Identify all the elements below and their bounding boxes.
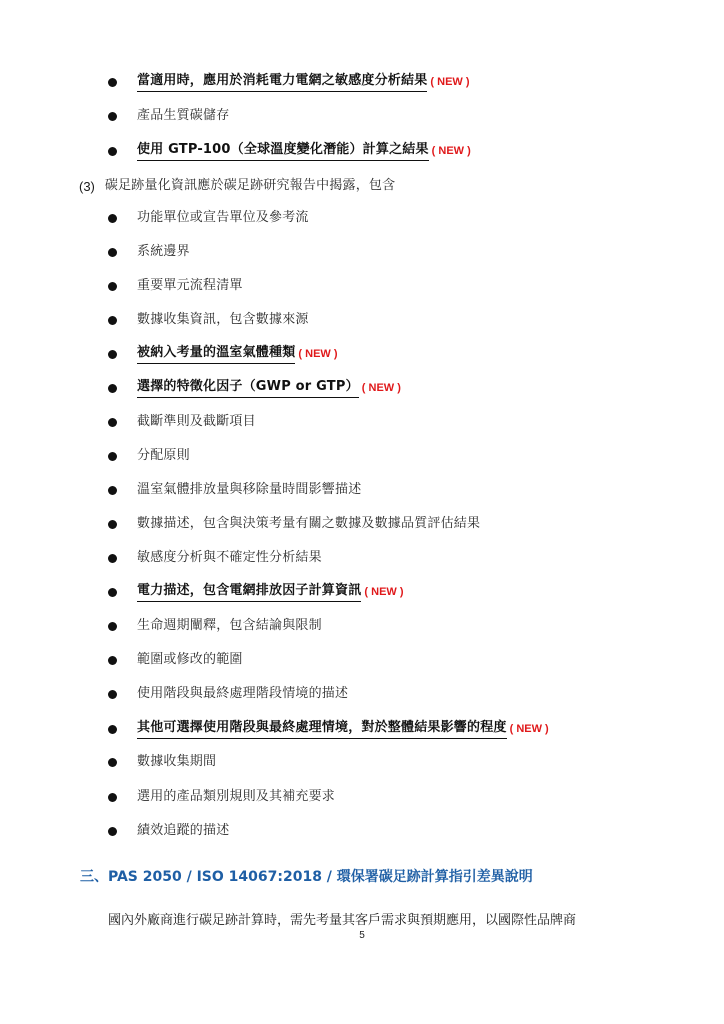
list-item-text: 使用階段與最終處理階段情境的描述 [137, 686, 349, 701]
list-item-text: 使用 GTP-100（全球溫度變化潛能）計算之結果 [137, 141, 429, 161]
item-text: 碳足跡量化資訊應於碳足跡研究報告中揭露，包含 [104, 178, 396, 193]
bullet-dot-icon [108, 622, 117, 631]
bullet-dot-icon [108, 486, 117, 495]
new-badge: ( NEW ) [431, 145, 471, 157]
section-heading: 三、PAS 2050 / ISO 14067:2018 / 環保署碳足跡計算指引差異說明 [80, 869, 533, 885]
list-item-text: 數據描述，包含與決策考量有關之數據及數據品質評估結果 [137, 516, 481, 531]
list-item-text: 敏感度分析與不確定性分析結果 [137, 550, 322, 565]
list-item-text: 生命週期闡釋，包含結論與限制 [137, 618, 322, 633]
new-badge: ( NEW ) [364, 586, 404, 598]
bullet-dot-icon [108, 384, 117, 393]
new-badge: ( NEW ) [361, 382, 401, 394]
list-item [108, 512, 480, 536]
bullet-dot-icon [108, 350, 117, 359]
list-item-text: 數據收集資訊，包含數據來源 [137, 312, 309, 327]
list-item [108, 717, 549, 741]
list-item [108, 444, 190, 468]
list-item [108, 410, 256, 434]
list-item-text: 當適用時，應用於消耗電力電網之敏感度分析結果 [137, 72, 427, 92]
list-item [108, 785, 335, 809]
list-item [108, 376, 401, 400]
list-item-text: 績效追蹤的描述 [137, 823, 230, 838]
list-item [108, 139, 471, 163]
bullet-dot-icon [108, 758, 117, 767]
list-item-text: 其他可選擇使用階段與最終處理情境，對於整體結果影響的程度 [137, 719, 507, 739]
list-item [108, 70, 470, 94]
list-item [108, 342, 338, 366]
list-item [108, 206, 309, 230]
bullet-dot-icon [108, 248, 117, 257]
list-item [108, 546, 322, 570]
new-badge: ( NEW ) [509, 723, 549, 735]
new-badge: ( NEW ) [430, 76, 470, 88]
list-item-text: 功能單位或宣告單位及參考流 [137, 210, 309, 225]
body-paragraph: 國內外廠商進行碳足跡計算時，需先考量其客戶需求與預期應用，以國際性品牌商 [108, 912, 577, 928]
bullet-dot-icon [108, 214, 117, 223]
list-item [108, 750, 216, 774]
page-number: 5 [359, 930, 365, 941]
list-item-text: 重要單元流程清單 [137, 278, 243, 293]
new-badge: ( NEW ) [298, 348, 338, 360]
item-number: (3) [79, 178, 95, 194]
bullet-dot-icon [108, 147, 117, 156]
bullet-dot-icon [108, 112, 117, 121]
list-item [108, 580, 404, 604]
list-item-text: 選擇的特徵化因子（GWP or GTP） [137, 378, 359, 398]
list-item-text: 選用的產品類別規則及其補充要求 [137, 789, 336, 804]
bullet-dot-icon [108, 690, 117, 699]
list-item [108, 308, 309, 332]
list-item-text: 被納入考量的溫室氣體種類 [137, 344, 295, 364]
bullet-dot-icon [108, 827, 117, 836]
bullet-dot-icon [108, 793, 117, 802]
list-item [108, 104, 229, 128]
list-item-text: 電力描述，包含電網排放因子計算資訊 [137, 582, 361, 602]
list-item [108, 819, 229, 843]
list-item-text: 產品生質碳儲存 [137, 108, 230, 123]
bullet-dot-icon [108, 418, 117, 427]
bullet-dot-icon [108, 656, 117, 665]
list-item [108, 648, 243, 672]
bullet-dot-icon [108, 520, 117, 529]
list-item [108, 240, 190, 264]
list-item-text: 截斷準則及截斷項目 [137, 414, 256, 429]
bullet-dot-icon [108, 554, 117, 563]
list-item-text: 數據收集期間 [137, 754, 217, 769]
list-item-text: 溫室氣體排放量與移除量時間影響描述 [137, 482, 362, 497]
list-item [108, 274, 243, 298]
bullet-dot-icon [108, 316, 117, 325]
list-item-text: 系統邊界 [137, 244, 190, 259]
bullet-dot-icon [108, 588, 117, 597]
list-item-text: 分配原則 [137, 448, 190, 463]
bullet-dot-icon [108, 725, 117, 734]
list-item-text: 範圍或修改的範圍 [137, 652, 243, 667]
bullet-dot-icon [108, 452, 117, 461]
list-item [108, 614, 322, 638]
bullet-dot-icon [108, 78, 117, 87]
list-item [108, 682, 348, 706]
numbered-item-3 [79, 174, 395, 198]
list-item [108, 478, 361, 502]
bullet-dot-icon [108, 282, 117, 291]
